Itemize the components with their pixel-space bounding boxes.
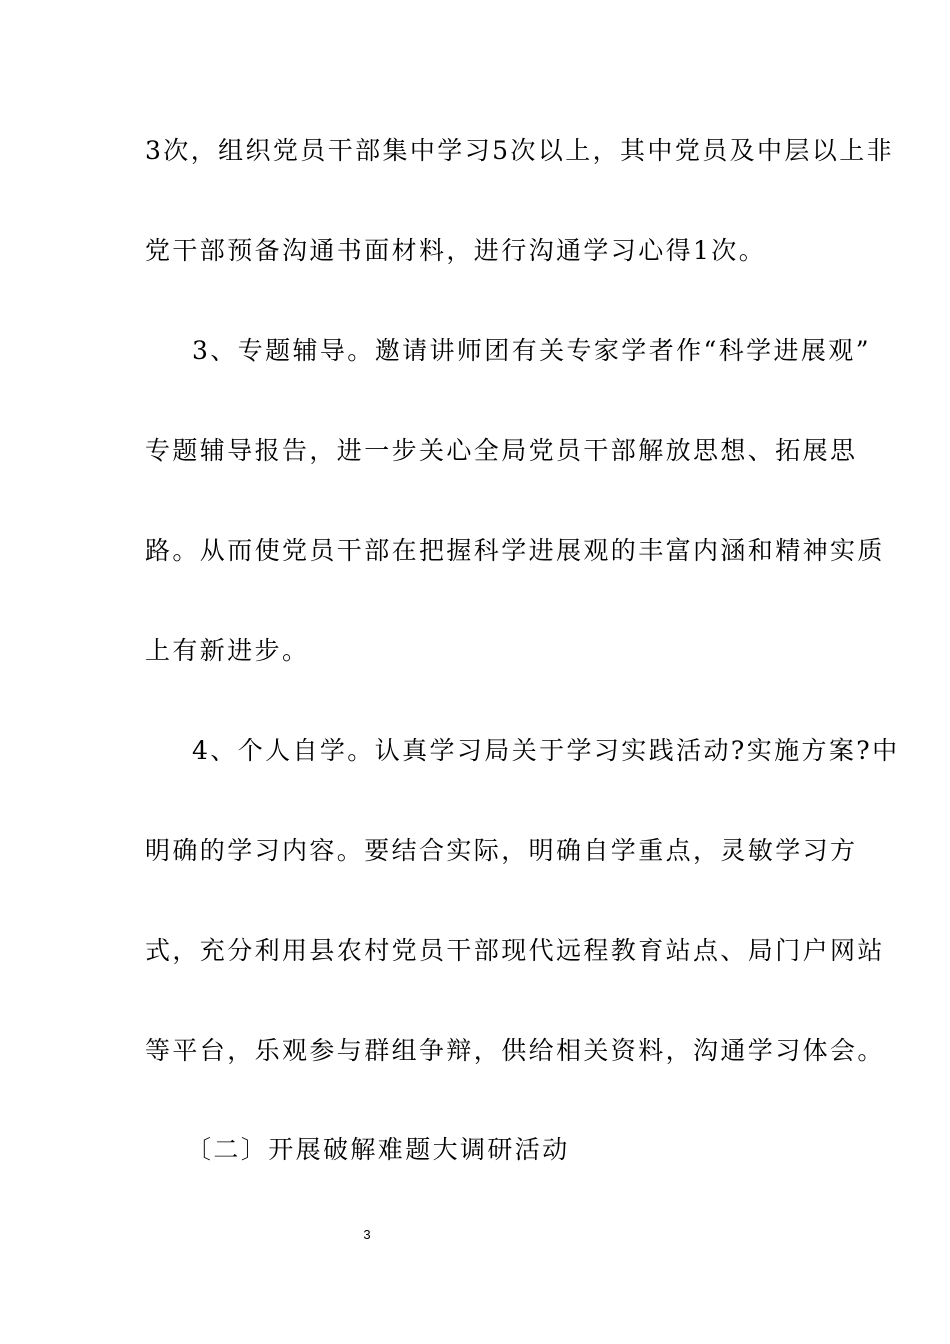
text-line: 等平台，乐观参与群组争辩，供给相关资料，沟通学习体会。 (145, 1036, 885, 1065)
text-line: 明确的学习内容。要结合实际，明确自学重点，灵敏学习方 (145, 836, 858, 865)
text-line: 上有新进步。 (145, 636, 310, 665)
text-line: 专题辅导报告，进一步关心全局党员干部解放思想、拓展思 (145, 436, 858, 465)
text-line: 3次，组织党员干部集中学习5次以上，其中党员及中层以上非 (145, 136, 895, 165)
section-heading: 〔二〕开展破解难题大调研活动 (186, 1135, 570, 1164)
text-line: 式，充分利用县农村党员干部现代远程教育站点、局门户网站 (145, 936, 885, 965)
page-number: 3 (363, 1227, 371, 1242)
text-line: 党干部预备沟通书面材料，进行沟通学习心得1次。 (145, 236, 767, 265)
paragraph-start-line: 3、专题辅导。邀请讲师团有关专家学者作“科学进展观” (192, 336, 871, 365)
text-line: 路。从而使党员干部在把握科学进展观的丰富内涵和精神实质 (145, 536, 885, 565)
paragraph-start-line: 4、个人自学。认真学习局关于学习实践活动?实施方案?中 (192, 736, 900, 765)
